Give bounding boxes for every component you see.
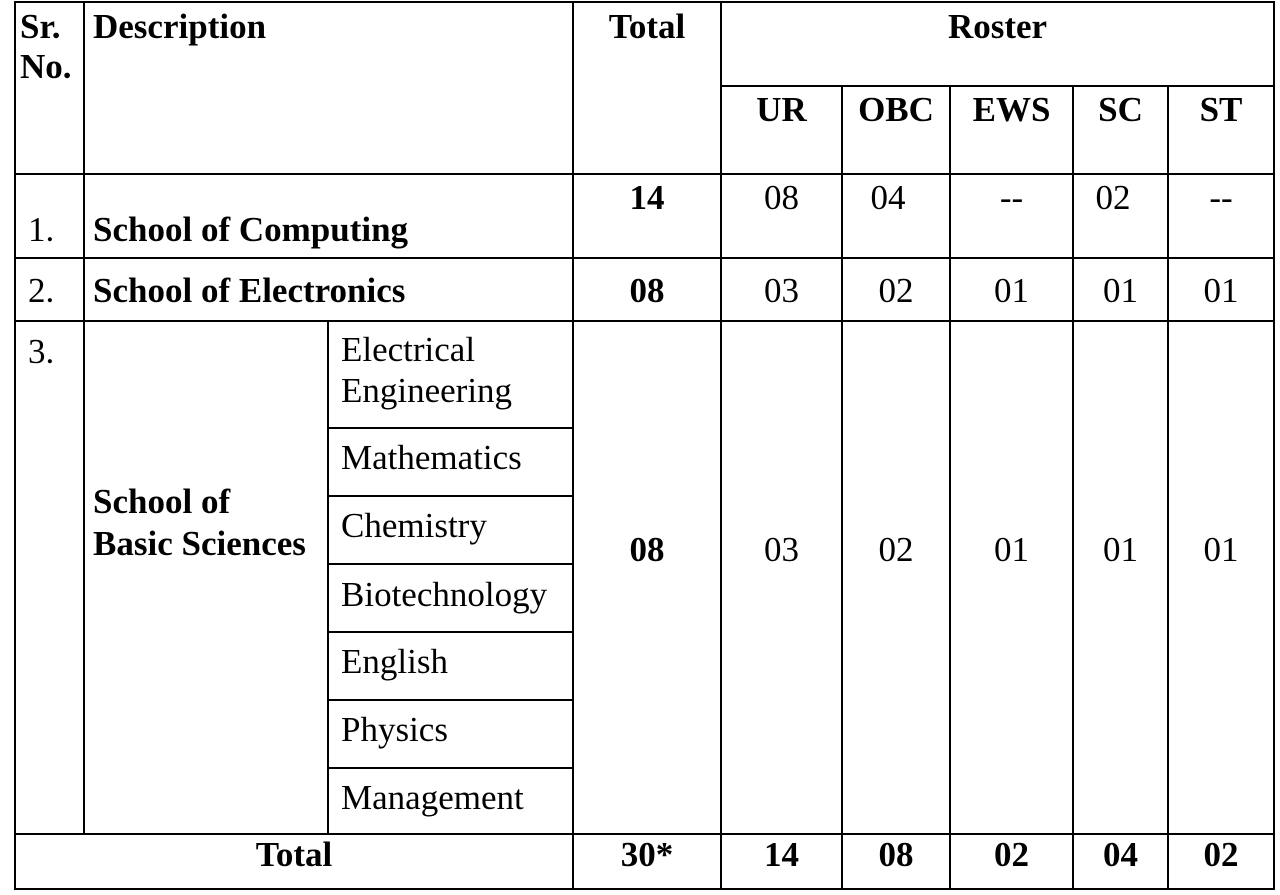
row3-department: Management bbox=[341, 778, 524, 817]
rule-roster-sub bbox=[721, 85, 1274, 87]
footer-ur: 14 bbox=[764, 835, 799, 874]
row3-department: Physics bbox=[341, 710, 448, 749]
row1-sc: 02 bbox=[1095, 178, 1131, 217]
rule-dept-3 bbox=[327, 563, 572, 565]
row1-ur: 08 bbox=[764, 178, 799, 217]
rule-header-bottom bbox=[14, 173, 1274, 175]
row2-ur: 03 bbox=[764, 271, 799, 310]
footer-obc: 08 bbox=[878, 835, 914, 874]
header-category-ur: UR bbox=[756, 90, 807, 129]
row2-total: 08 bbox=[629, 271, 665, 310]
row3-department: Engineering bbox=[341, 371, 513, 410]
row2-ews: 01 bbox=[994, 271, 1029, 310]
header-total: Total bbox=[608, 7, 686, 46]
rule-left bbox=[14, 1, 16, 890]
row3-st: 01 bbox=[1203, 530, 1239, 569]
footer-st: 02 bbox=[1203, 835, 1239, 874]
row1-st: -- bbox=[1209, 178, 1233, 217]
row1-sr: 1. bbox=[28, 210, 55, 249]
rule-dept-4 bbox=[327, 631, 572, 633]
rule-right bbox=[1273, 1, 1275, 890]
header-category-obc: OBC bbox=[858, 90, 934, 129]
header-roster: Roster bbox=[947, 7, 1048, 46]
header-sr-no-line2: No. bbox=[20, 47, 72, 86]
row3-department: Mathematics bbox=[341, 438, 522, 477]
row1-total: 14 bbox=[629, 178, 665, 217]
row3-school-line2: Basic Sciences bbox=[93, 524, 306, 563]
footer-label: Total bbox=[255, 835, 333, 874]
row3-total: 08 bbox=[629, 530, 665, 569]
rule-after-school bbox=[327, 320, 329, 835]
row1-obc: 04 bbox=[870, 178, 906, 217]
row3-sc: 01 bbox=[1103, 530, 1138, 569]
rule-bottom bbox=[14, 888, 1274, 890]
row2-obc: 02 bbox=[878, 271, 914, 310]
rule-row1-bottom bbox=[14, 257, 1274, 259]
row3-department: Biotechnology bbox=[341, 575, 548, 614]
header-category-st: ST bbox=[1199, 90, 1243, 129]
rule-after-sr bbox=[83, 1, 85, 835]
row3-department: Electrical bbox=[341, 330, 476, 369]
rule-dept-5 bbox=[327, 699, 572, 701]
row1-ews: -- bbox=[999, 178, 1024, 217]
header-description: Description bbox=[93, 7, 267, 46]
row3-sr: 3. bbox=[28, 332, 55, 371]
row3-obc: 02 bbox=[878, 530, 914, 569]
row2-school: School of Electronics bbox=[93, 271, 406, 310]
row3-ur: 03 bbox=[764, 530, 799, 569]
rule-dept-6 bbox=[327, 767, 572, 769]
rule-top bbox=[14, 1, 1274, 3]
row3-department: English bbox=[341, 642, 448, 681]
footer-ews: 02 bbox=[994, 835, 1029, 874]
footer-sc: 04 bbox=[1103, 835, 1138, 874]
header-category-sc: SC bbox=[1098, 90, 1143, 129]
rule-dept-2 bbox=[327, 495, 572, 497]
row2-sr: 2. bbox=[28, 271, 55, 310]
footer-total: 30* bbox=[620, 835, 674, 874]
header-category-ews: EWS bbox=[972, 90, 1051, 129]
rule-dept-1 bbox=[327, 427, 572, 429]
row2-st: 01 bbox=[1203, 271, 1239, 310]
rule-before-total bbox=[572, 1, 574, 890]
row2-sc: 01 bbox=[1103, 271, 1138, 310]
rule-row2-bottom bbox=[14, 320, 1274, 322]
header-sr-no-line1: Sr. bbox=[20, 7, 61, 46]
row3-ews: 01 bbox=[994, 530, 1029, 569]
row1-school: School of Computing bbox=[93, 210, 409, 249]
rule-before-roster bbox=[720, 1, 722, 890]
row3-school-line1: School of bbox=[93, 482, 231, 521]
row3-department: Chemistry bbox=[341, 506, 487, 545]
